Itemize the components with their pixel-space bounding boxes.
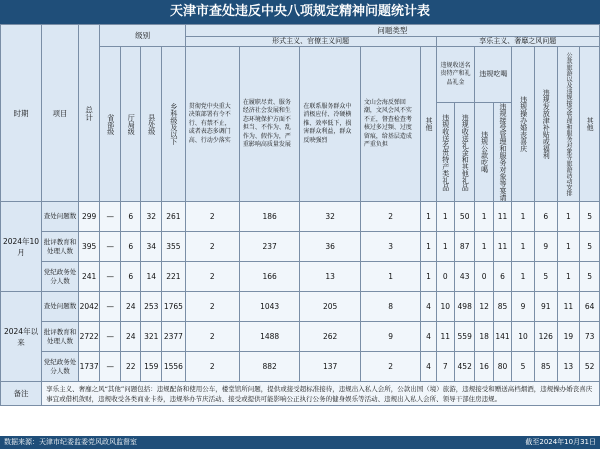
cell-value: 85 (493, 292, 511, 322)
cell-value: 262 (300, 322, 361, 352)
cell-value: 166 (239, 262, 300, 292)
footer (0, 436, 600, 449)
cell-value: 1 (436, 232, 454, 262)
cell-value: 882 (239, 352, 300, 382)
header-gifts: 违规收送名贵特产和礼品礼金 (436, 47, 475, 103)
cell-value: 0 (475, 262, 493, 292)
cell-value: 5 (512, 352, 535, 382)
cell-value: 299 (78, 202, 100, 232)
cell-value: 91 (534, 292, 557, 322)
cell-value: 12 (475, 292, 493, 322)
cell-value: 1 (512, 202, 535, 232)
cell-value: 1 (512, 232, 535, 262)
header-level-county: 县处级 (141, 47, 162, 202)
cell-value: 261 (162, 202, 186, 232)
cell-value: 11 (436, 322, 454, 352)
cell-value: 2042 (78, 292, 100, 322)
cell-value: 13 (557, 352, 580, 382)
header-travel: 公款旅游以及违规接受管理和服务对象等旅游活动安排 (557, 47, 580, 202)
cell-value: 1 (421, 262, 436, 292)
cell-value: 1 (436, 202, 454, 232)
cell-value: 8 (360, 292, 421, 322)
page-title: 天津市查处违反中央八项规定精神问题统计表 (0, 0, 600, 24)
cell-value: 4 (421, 292, 436, 322)
cell-value: 3 (360, 232, 421, 262)
cell-value: 2377 (162, 322, 186, 352)
row-item-label: 批评教育和处理人数 (42, 322, 79, 352)
cell-value: 1737 (78, 352, 100, 382)
cell-value: 24 (120, 322, 141, 352)
cell-value: 6 (493, 262, 511, 292)
cell-value: 9 (534, 232, 557, 262)
cell-value: 1765 (162, 292, 186, 322)
footer-source: 数据来源：天津市纪委监委党风政风监督室 (4, 438, 137, 446)
cell-value: 2 (185, 202, 239, 232)
cell-value: 10 (436, 292, 454, 322)
cell-value: 126 (534, 322, 557, 352)
header-hedonism-other: 其他 (580, 47, 600, 202)
header-formalism: 形式主义、官僚主义问题 (185, 37, 436, 47)
cell-value: 14 (141, 262, 162, 292)
period-label: 2024年10月 (1, 202, 42, 292)
header-level-provincial: 省部级 (100, 47, 121, 202)
cell-value: — (100, 262, 121, 292)
cell-value: 241 (78, 262, 100, 292)
cell-value: 2 (185, 352, 239, 382)
cell-value: 6 (120, 232, 141, 262)
cell-value: 221 (162, 262, 186, 292)
header-formalism-other: 其他 (421, 47, 436, 202)
cell-value: 80 (493, 352, 511, 382)
header-eat-banquet: 违规接受管理和服务对象等宴请 (493, 103, 511, 202)
header-total: 总计 (78, 25, 100, 202)
header-weddings: 违规操办婚丧喜庆 (512, 47, 535, 202)
header-period: 时期 (1, 25, 42, 202)
cell-value: 1 (512, 262, 535, 292)
cell-value: — (100, 352, 121, 382)
header-eat-public: 违规公款吃喝 (475, 103, 493, 202)
row-item-label: 党纪政务处分人数 (42, 352, 79, 382)
cell-value: 2 (360, 352, 421, 382)
cell-value: 2 (360, 202, 421, 232)
cell-value: 205 (300, 292, 361, 322)
header-problem-types: 问题类型 (185, 25, 599, 37)
cell-value: 2 (185, 322, 239, 352)
row-item-label: 党纪政务处分人数 (42, 262, 79, 292)
header-hedonism: 享乐主义、奢靡之风问题 (436, 37, 599, 47)
cell-value: — (100, 232, 121, 262)
header-level-township: 乡科级及以下 (162, 47, 186, 202)
cell-value: 2 (185, 262, 239, 292)
cell-value: 559 (454, 322, 475, 352)
cell-value: 159 (141, 352, 162, 382)
stats-table (0, 24, 600, 406)
cell-value: 141 (493, 322, 511, 352)
cell-value: 2722 (78, 322, 100, 352)
cell-value: 7 (436, 352, 454, 382)
cell-value: 73 (580, 322, 600, 352)
cell-value: 5 (580, 202, 600, 232)
cell-value: 186 (239, 202, 300, 232)
cell-value: 355 (162, 232, 186, 262)
cell-value: 1 (360, 262, 421, 292)
cell-value: 137 (300, 352, 361, 382)
row-item-label: 批评教育和处理人数 (42, 232, 79, 262)
header-level: 级别 (100, 25, 185, 47)
header-formalism-2: 在履职尽责、服务经济社会发展和生态环境保护方面不担当、不作为、乱作为、假作为，严重影响高质量发展 (239, 47, 300, 202)
cell-value: 32 (141, 202, 162, 232)
cell-value: 32 (300, 202, 361, 232)
header-eating: 违规吃喝 (475, 47, 512, 103)
cell-value: 1488 (239, 322, 300, 352)
note-label: 备注 (1, 382, 42, 406)
cell-value: 5 (534, 262, 557, 292)
cell-value: 253 (141, 292, 162, 322)
cell-value: 19 (557, 322, 580, 352)
cell-value: 452 (454, 352, 475, 382)
cell-value: 1 (557, 202, 580, 232)
cell-value: 10 (512, 322, 535, 352)
cell-value: 9 (512, 292, 535, 322)
cell-value: 43 (454, 262, 475, 292)
header-item: 项目 (42, 25, 79, 202)
cell-value: 6 (120, 262, 141, 292)
cell-value: 237 (239, 232, 300, 262)
cell-value: 1 (475, 202, 493, 232)
cell-value: 16 (475, 352, 493, 382)
cell-value: 5 (580, 232, 600, 262)
cell-value: 50 (454, 202, 475, 232)
cell-value: 22 (120, 352, 141, 382)
row-item-label: 查处问题数 (42, 202, 79, 232)
cell-value: 9 (360, 322, 421, 352)
cell-value: 87 (454, 232, 475, 262)
header-level-bureau: 厅局级 (120, 47, 141, 202)
cell-value: 395 (78, 232, 100, 262)
cell-value: 4 (421, 322, 436, 352)
cell-value: 6 (120, 202, 141, 232)
period-label: 2024年以来 (1, 292, 42, 382)
cell-value: 1 (421, 232, 436, 262)
cell-value: — (100, 322, 121, 352)
cell-value: — (100, 202, 121, 232)
cell-value: 1 (557, 232, 580, 262)
header-formalism-3: 在联系服务群众中消极应付、冷硬横推、效率低下，损害群众利益，群众反映强烈 (300, 47, 361, 202)
cell-value: 498 (454, 292, 475, 322)
cell-value: 11 (493, 202, 511, 232)
cell-value: 11 (557, 292, 580, 322)
cell-value: 1 (557, 262, 580, 292)
header-formalism-4: 文山会海反弹回潮，文风会风不实不正，督查检查考核过多过频、过度留痕，给基层造成严重负担 (360, 47, 421, 202)
footer-date: 截至2024年10月31日 (525, 438, 596, 446)
cell-value: 2 (185, 292, 239, 322)
cell-value: 5 (580, 262, 600, 292)
cell-value: 64 (580, 292, 600, 322)
cell-value: — (100, 292, 121, 322)
cell-value: 13 (300, 262, 361, 292)
row-item-label: 查处问题数 (42, 292, 79, 322)
cell-value: 1 (475, 232, 493, 262)
cell-value: 34 (141, 232, 162, 262)
cell-value: 36 (300, 232, 361, 262)
note-text: 享乐主义、奢靡之风“其他”问题包括：违规配备和使用公车，楼堂馆所问题，提供或接受超标准接待，违规出入私人会所，公款出国（境）旅游，违规接受和赠送高档烟酒，违规操办婚丧喜庆事宜或借机敛财，违规收受各类商业卡券，违规举办节庆活动、接受或提供可能影响公正执行公务的健身娱乐等活动、违规出入私人会所、领导干部住房违规。 (42, 382, 600, 406)
cell-value: 2 (185, 232, 239, 262)
cell-value: 11 (493, 232, 511, 262)
cell-value: 1556 (162, 352, 186, 382)
cell-value: 24 (120, 292, 141, 322)
cell-value: 52 (580, 352, 600, 382)
cell-value: 6 (534, 202, 557, 232)
header-formalism-1: 贯彻党中央重大决策部署有令不行、有禁不止，或者表态多调门高、行动少落实 (185, 47, 239, 202)
header-subsidies: 违规发放津补贴或福利 (534, 47, 557, 202)
cell-value: 4 (421, 352, 436, 382)
cell-value: 85 (534, 352, 557, 382)
cell-value: 1043 (239, 292, 300, 322)
cell-value: 18 (475, 322, 493, 352)
cell-value: 0 (436, 262, 454, 292)
header-gift-cash: 违规收送礼金和其他礼品 (454, 103, 475, 202)
cell-value: 321 (141, 322, 162, 352)
cell-value: 1 (421, 202, 436, 232)
header-gift-specialty: 违规收送名贵特产类礼品 (436, 103, 454, 202)
